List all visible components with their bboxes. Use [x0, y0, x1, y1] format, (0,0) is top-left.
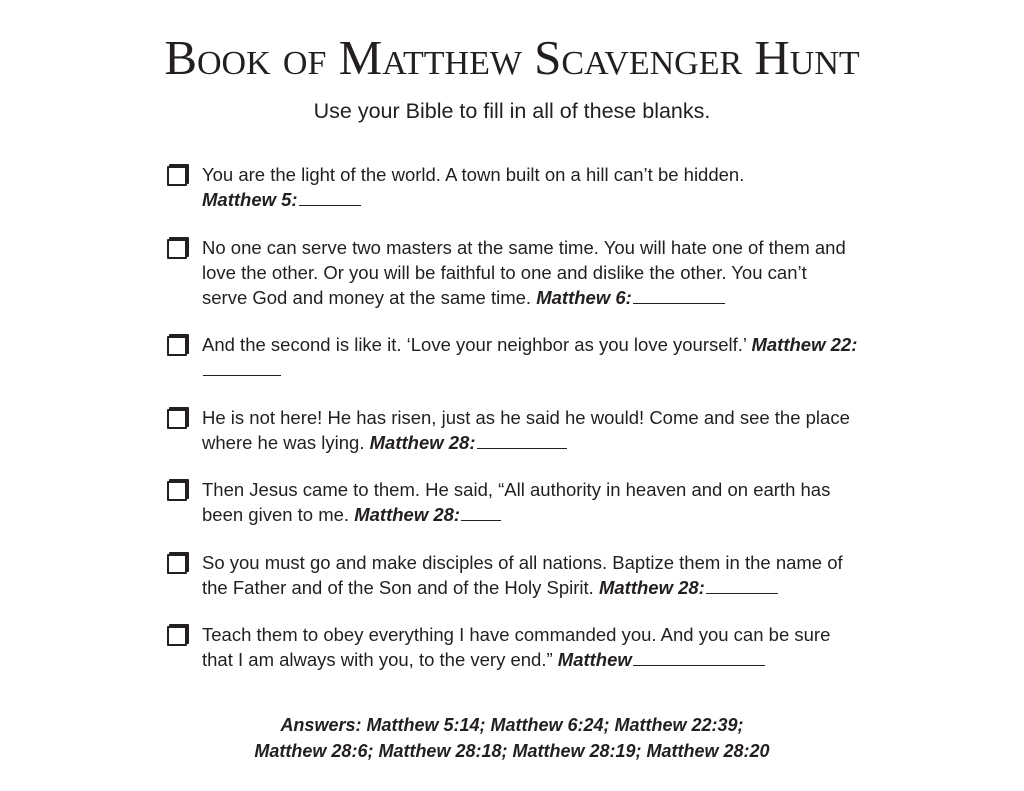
- list-item: [164, 550, 876, 600]
- answer-blank[interactable]: [633, 289, 725, 304]
- answer-key: [0, 712, 1024, 764]
- verse-reference: Matthew 28:: [354, 504, 461, 525]
- page-subtitle: Use your Bible to fill in all of these blanks.: [313, 99, 711, 123]
- verse-reference: Matthew 5:: [202, 189, 298, 210]
- answer-blank[interactable]: [461, 506, 501, 521]
- checkbox-icon[interactable]: [167, 626, 187, 646]
- verse-reference: Matthew 28:: [369, 431, 476, 453]
- checkbox-icon[interactable]: [167, 239, 187, 259]
- verse-reference: Matthew 28:: [598, 576, 705, 598]
- verse-reference: Matthew: [557, 649, 632, 670]
- list-item: [164, 162, 876, 212]
- answer-key-line: Matthew 28:6; Matthew 28:18; Matthew 28:19; Matthew 28:20: [254, 741, 770, 761]
- verse-text: So you must go and make disciples of all nations. Baptize them in the name of the Father and of the Son and of the Holy Spirit. Matthew 28:: [202, 551, 843, 598]
- answer-blank[interactable]: [706, 579, 778, 594]
- list-item: [164, 332, 876, 382]
- scavenger-hunt-list: [164, 162, 876, 695]
- verse-text: No one can serve two masters at the same time. You will hate one of them and love the other. Or you will be faithful to one and dislike the other. You can’t serve God and money at the same time. Matthew 6:: [202, 236, 846, 308]
- answer-blank[interactable]: [477, 434, 567, 449]
- list-item: [164, 235, 876, 310]
- verse-text: He is not here! He has risen, just as he said he would! Come and see the place where he was lying. Matthew 28:: [202, 406, 850, 453]
- verse-reference: Matthew 22:: [751, 334, 858, 355]
- verse-text: And the second is like it. ‘Love your neighbor as you love yourself.’ Matthew 22:: [202, 332, 876, 382]
- verse-text: Teach them to obey everything I have commanded you. And you can be sure that I am always with you, to the very end.” Matthew: [202, 624, 831, 670]
- checkbox-icon[interactable]: [167, 336, 187, 356]
- verse-text: You are the light of the world. A town built on a hill can’t be hidden. Matthew 5:: [202, 164, 745, 210]
- list-item: [164, 622, 876, 672]
- answer-blank[interactable]: [299, 191, 361, 206]
- list-item: [164, 477, 876, 527]
- checkbox-icon[interactable]: [167, 554, 187, 574]
- checkbox-icon[interactable]: [167, 481, 187, 501]
- answer-blank[interactable]: [633, 651, 765, 666]
- verse-text: Then Jesus came to them. He said, “All authority in heaven and on earth has been given to me. Matthew 28:: [202, 479, 831, 525]
- page-title: Book of Matthew Scavenger Hunt: [164, 30, 860, 85]
- answer-blank[interactable]: [203, 361, 281, 376]
- verse-reference: Matthew 6:: [536, 286, 632, 308]
- checkbox-icon[interactable]: [167, 409, 187, 429]
- list-item: [164, 405, 876, 455]
- checkbox-icon[interactable]: [167, 166, 187, 186]
- answer-key-line: Answers: Matthew 5:14; Matthew 6:24; Matthew 22:39;: [280, 715, 744, 735]
